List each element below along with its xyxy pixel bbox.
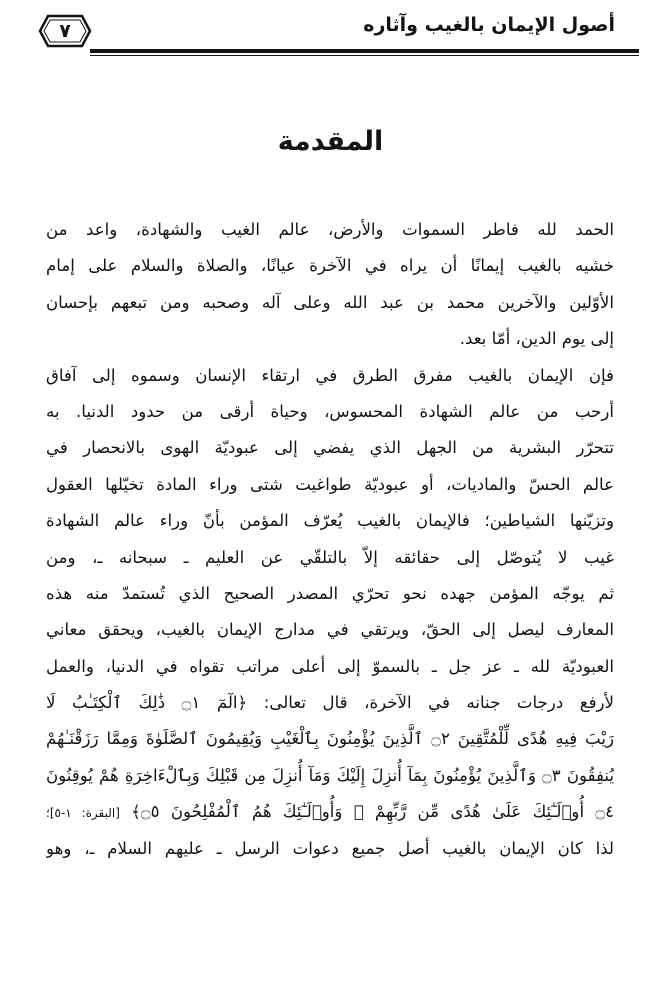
- header-rule-thin: [90, 55, 639, 56]
- text-line: ثم يوجّه المؤمن جهده نحو تحرّي المصدر الصحيح الذي تُستمدّ منه هذه: [46, 583, 614, 603]
- section-title: المقدمة: [277, 126, 384, 157]
- page-number-badge: [38, 14, 92, 48]
- header-rule: [90, 49, 639, 53]
- text-line: الأوّلين والآخرين محمد بن عبد الله وعلى آله وصحبه ومن تبعهم بإحسان: [46, 292, 614, 312]
- page-number: ٧: [59, 20, 71, 42]
- text-line: تتحرّر البشرية من الجهل الذي يفضي إلى عبوديّة الهوى بالانحصار في: [46, 438, 614, 458]
- text-line: لذا كان الإيمان بالغيب أصل جميع دعوات الرسل ـ عليهم السلام ـ، وهو: [46, 838, 614, 858]
- text-line: لأرفع درجات جنانه في الآخرة، قال تعالى: ﴿الٓمٓ ۝١ ذَٰلِكَ ٱلْكِتَـٰبُ لَا: [46, 693, 614, 713]
- text-line: العبوديّة لله ـ عز جل ـ بالسموّ إلى أعلى مراتب تقواه في الدنيا، والعمل: [46, 656, 614, 676]
- quran-line: [46, 794, 614, 830]
- text-line: غيب لا يُتوصّل إلى حقائقه إلاّ بالتلقّي عن العليم ـ سبحانه ـ، ومن: [46, 547, 614, 567]
- body-text: [46, 212, 614, 867]
- quran-line: رَيْبَ فِيهِ هُدًى لِّلْمُتَّقِينَ ۝٢ ٱلَّذِينَ يُؤْمِنُونَ بِٱلْغَيْبِ وَيُقِيمُونَ ٱلصَّلَوٰةَ وَمِمَّا رَزَقْنَـٰهُمْ: [46, 729, 614, 749]
- text-line: عالم الحسّ والماديات، أو عبوديّة طواغيت شتى وراء المادة تخيّلها العقول: [46, 474, 614, 494]
- text-line: فإن الإيمان بالغيب مفرق الطرق في ارتقاء الإنسان وسموه إلى آفاق: [46, 365, 614, 385]
- quran-reference: [البقرة: ١-٥]؛: [46, 806, 120, 821]
- text-line: إلى يوم الدين، أمّا بعد.: [459, 329, 614, 349]
- text-line: الحمد لله فاطر السموات والأرض، عالم الغيب والشهادة، واعد من: [46, 220, 614, 239]
- text-line: خشيه بالغيب إيمانًا أن يراه في الآخرة عيانًا، والصلاة والسلام على إمام: [46, 256, 614, 276]
- quran-verse-end: ۝٤ أُو۟لَـٰٓئِكَ عَلَىٰ هُدًى مِّن رَّبِّهِمْ ۖ وَأُو۟لَـٰٓئِكَ هُمُ ٱلْمُفْلِحُونَ ۝٥﴾: [131, 802, 614, 822]
- text-line: وتزيّنها الشياطين؛ فالإيمان بالغيب يُعرّف المؤمن بأنّ وراء عالم الشهادة: [46, 511, 614, 531]
- quran-line: يُنفِقُونَ ۝٣ وَٱلَّذِينَ يُؤْمِنُونَ بِمَآ أُنزِلَ إِلَيْكَ وَمَآ أُنزِلَ مِن قَبْلِكَ وَبِٱلْءَاخِرَةِ هُمْ يُوقِنُونَ: [46, 765, 614, 785]
- text-line: أرحب من عالم الشهادة المحسوس، وحياة أرقى من حدود الدنيا. به: [46, 401, 614, 421]
- text-line: المعارف ليصل إلى الحقّ، ويرتقي في مدارج الإيمان بالغيب، ويحقق معاني: [46, 620, 614, 640]
- running-head-title: أصول الإيمان بالغيب وآثاره: [363, 14, 615, 36]
